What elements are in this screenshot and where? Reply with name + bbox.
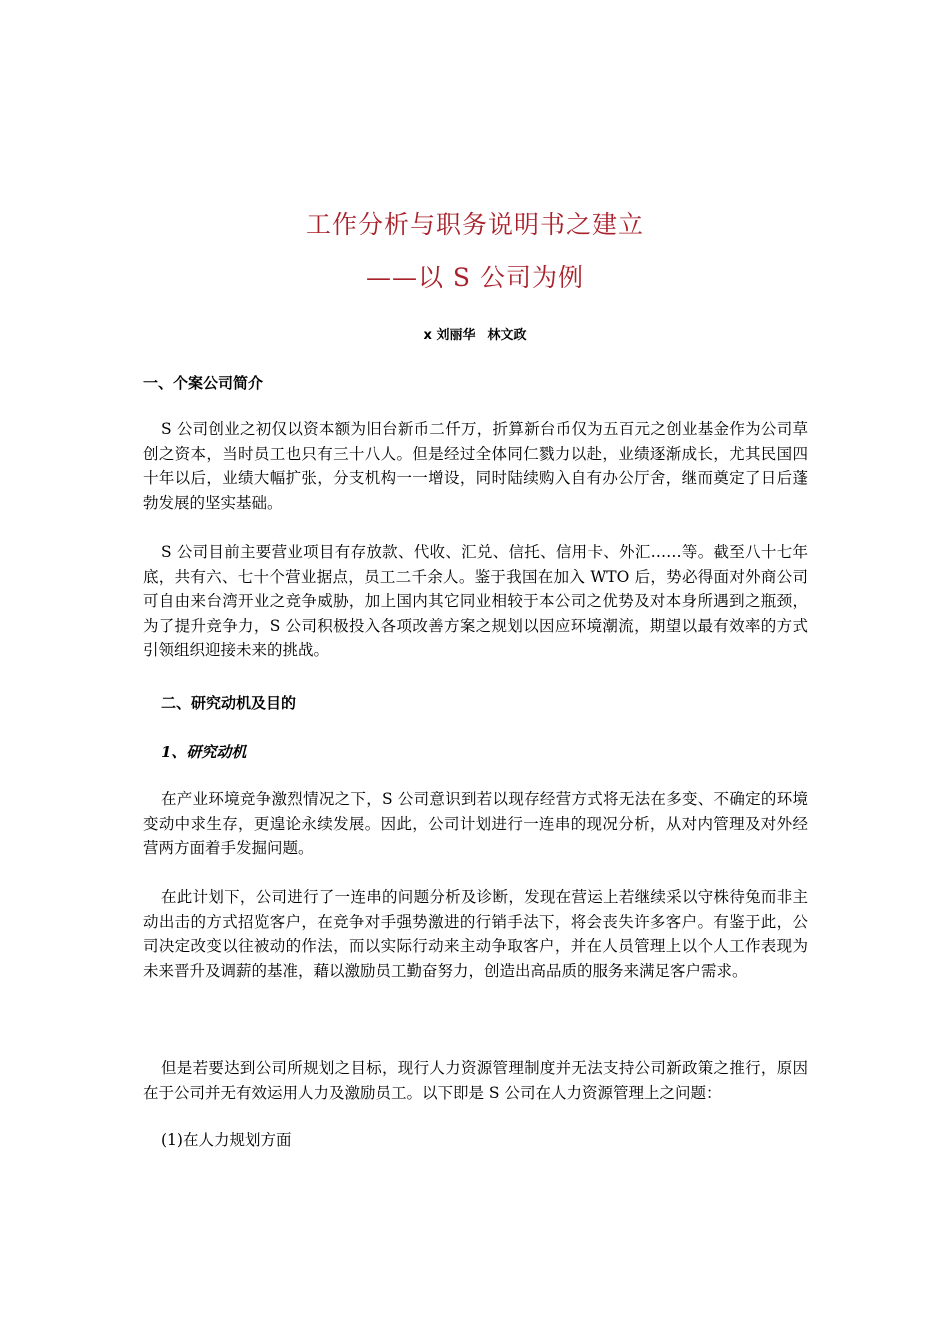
paragraph: 在产业环境竞争激烈情况之下，S 公司意识到若以现存经营方式将无法在多变、不确定的环境变动中求生存，更遑论永续发展。因此，公司计划进行一连串的现况分析，从对内管理及对外经营两方面着手发掘问题。 (143, 790, 808, 857)
paragraph: S 公司创业之初仅以资本额为旧台新币二仟万，折算新台币仅为五百元之创业基金作为公司草创之资本，当时员工也只有三十八人。但是经过全体同仁戮力以赴，业绩逐渐成长，尤其民国四十年以后，业绩大幅扩张，分支机构一一增设，同时陆续购入自有办公厅舍，继而奠定了日后蓬勃发展的坚实基础。 (143, 420, 808, 512)
author-name: x 刘丽华 (423, 328, 476, 343)
list-item: (1)在人力规划方面 (161, 1131, 292, 1149)
document-title: 工作分析与职务说明书之建立 (305, 210, 644, 239)
document-subtitle: ——以 S 公司为例 (365, 263, 585, 292)
section-heading: 二、研究动机及目的 (161, 694, 297, 712)
paragraph: 但是若要达到公司所规划之目标，现行人力资源管理制度并无法支持公司新政策之推行，原因在于公司并无有效运用人力及激励员工。以下即是 S 公司在人力资源管理上之问题： (143, 1059, 808, 1102)
subsection-heading: 1、研究动机 (161, 743, 247, 761)
paragraph: S 公司目前主要营业项目有存放款、代收、汇兑、信托、信用卡、外汇……等。截至八十七年底，共有六、七十个营业据点，员工二千余人。鉴于我国在加入 WTO 后，势必得面对外商公司可自由来台湾开业之竞争威胁，加上国内其它同业相较于本公司之优势及对本身所遇到之瓶颈，为了提升竞争力，S 公司积极投入各项改善方案之规划以因应环境潮流，期望以最有效率的方式引领组织迎接未来的挑战。 (143, 543, 808, 659)
author-line (0, 324, 950, 343)
section-heading: 一、个案公司简介 (143, 374, 264, 392)
author-name: 林文政 (487, 328, 527, 343)
paragraph: 在此计划下，公司进行了一连串的问题分析及诊断，发现在营运上若继续采以守株待兔而非主动出击的方式招览客户，在竞争对手强势激进的行销手法下，将会丧失许多客户。有鉴于此，公司决定改变以往被动的作法，而以实际行动来主动争取客户，并在人员管理上以个人工作表现为未来晋升及调薪的基准，藉以激励员工勤奋努力，创造出高品质的服务来满足客户需求。 (143, 888, 808, 980)
